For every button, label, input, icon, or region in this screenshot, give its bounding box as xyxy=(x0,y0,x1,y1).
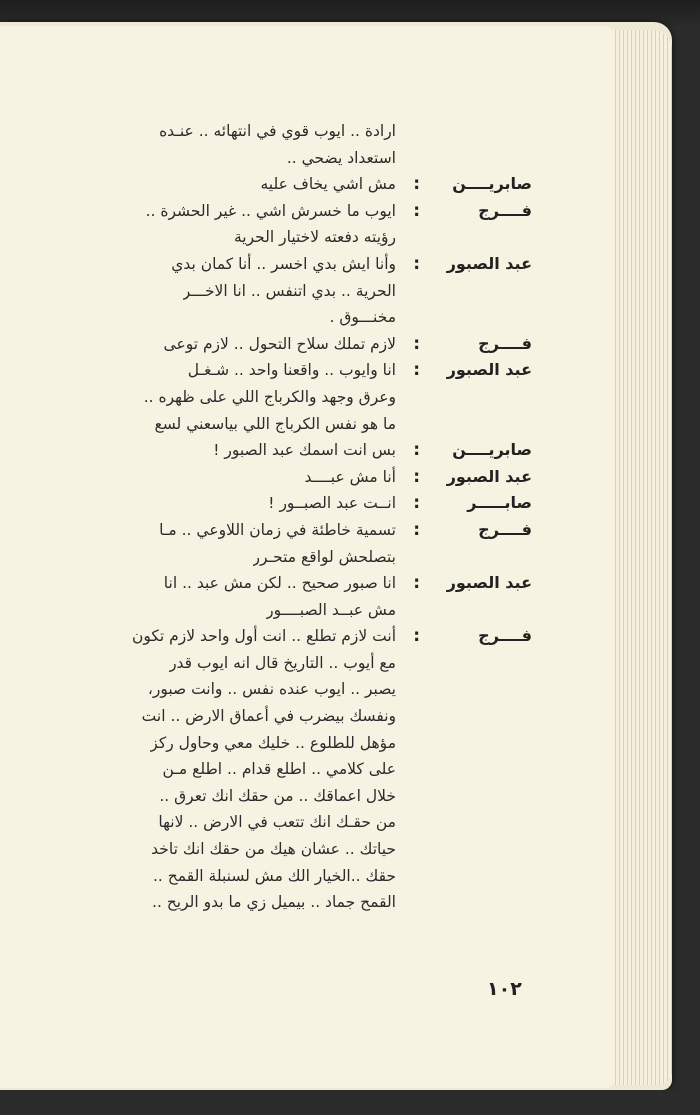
line-text: تسمية خاطئة في زمان اللاوعي .. مـا xyxy=(159,520,396,539)
line-text: يصبر .. ايوب عنده نفس .. وانت صبور، xyxy=(147,680,396,699)
speaker-name: عبد الصبور xyxy=(446,253,532,273)
line-text: حقك ..الخيار الك مش لسنبلة القمح .. xyxy=(152,866,396,885)
dialogue-line xyxy=(60,411,532,438)
line-text: حياتك .. عشان هيك من حقك انك تاخد xyxy=(151,840,396,859)
line-text: الحرية .. بدي اتنفس .. انا الاخـــر xyxy=(182,281,396,300)
dialogue-line xyxy=(60,198,532,225)
speaker-name: صابريــــن xyxy=(452,174,532,194)
dialogue-line xyxy=(60,171,532,198)
dialogue-line xyxy=(60,278,532,305)
line-text: بس انت اسمك عبد الصبور ! xyxy=(213,441,396,460)
dialogue-line xyxy=(60,703,532,730)
dialogue-line xyxy=(60,623,532,650)
dialogue-line xyxy=(60,676,532,703)
speaker-colon: : xyxy=(413,333,420,354)
speaker-colon: : xyxy=(413,573,420,594)
line-text: ونفسك بيضرب في أعماق الارض .. انت xyxy=(141,707,396,726)
speaker-colon: : xyxy=(413,493,420,514)
speaker-colon: : xyxy=(413,174,420,195)
line-text: القمح جماد .. بيميل زي ما بدو الريح .. xyxy=(152,893,396,912)
speaker-colon: : xyxy=(413,626,420,647)
speaker-colon: : xyxy=(413,200,420,221)
speaker-name: صابـــــر xyxy=(467,493,532,513)
speaker-colon: : xyxy=(413,519,420,540)
dialogue-line xyxy=(60,544,532,571)
dialogue-line xyxy=(60,464,532,491)
line-text: أنا مش عبــــد xyxy=(304,467,396,486)
line-text: استعداد يضحي .. xyxy=(286,148,396,167)
dialogue-line xyxy=(60,783,532,810)
dialogue-line xyxy=(60,597,532,624)
speaker-colon: : xyxy=(413,466,420,487)
dialogue-line xyxy=(60,118,532,145)
speaker-colon: : xyxy=(413,360,420,381)
dialogue-line xyxy=(60,730,532,757)
line-text: ارادة .. ايوب قوي في انتهائه .. عنـده xyxy=(159,122,396,140)
dialogue-line xyxy=(60,863,532,890)
speaker-name: صابريــــن xyxy=(452,440,532,460)
line-text: مش عبــد الصبــــور xyxy=(266,600,396,619)
line-text: خلال اعماقك .. من حقك انك تعرق .. xyxy=(159,786,396,805)
dialogue-line xyxy=(60,517,532,544)
dialogue-line xyxy=(60,570,532,597)
line-text: وعرق وجهد والكرباج اللي على ظهره .. xyxy=(143,387,396,406)
line-text: مش اشي يخاف عليه xyxy=(260,175,396,194)
dialogue-line xyxy=(60,889,532,916)
line-text: وأنا ايش بدي اخسر .. أنا كمان بدي xyxy=(171,254,396,273)
dialogue-line xyxy=(60,756,532,783)
speaker-name: فــــرج xyxy=(478,333,532,353)
dialogue-line xyxy=(60,357,532,384)
dialogue-lines xyxy=(60,118,532,916)
dialogue-line xyxy=(60,304,532,331)
line-text: انا وايوب .. واقعنا واحد .. شـغـل xyxy=(187,361,396,380)
line-text: انا صبور صحيح .. لكن مش عبد .. انا xyxy=(163,574,396,593)
speaker-colon: : xyxy=(413,253,420,274)
speaker-name: فــــرج xyxy=(478,519,532,539)
line-text: ما هو نفس الكرباج اللي بياسعني لسع xyxy=(154,414,396,433)
speaker-colon: : xyxy=(413,440,420,461)
line-text: رؤيته دفعته لاختيار الحرية xyxy=(233,228,396,247)
line-text: مع أيوب .. التاريخ قال انه ايوب قدر xyxy=(169,653,396,672)
line-text: أنت لازم تطلع .. انت أول واحد لازم تكون xyxy=(131,627,396,646)
scan-background-bottom xyxy=(0,1090,700,1115)
line-text: مؤهل للطلوع .. خليك معي وحاول ركز xyxy=(150,733,396,752)
speaker-name: فــــرج xyxy=(478,200,532,220)
page-number: ١٠٢ xyxy=(487,978,522,1000)
dialogue-line xyxy=(60,331,532,358)
speaker-name: فــــرج xyxy=(478,626,532,646)
speaker-name: عبد الصبور xyxy=(446,573,532,593)
dialogue-line xyxy=(60,251,532,278)
dialogue-line xyxy=(60,836,532,863)
line-text: من حقـك انك تتعب في الارض .. لانها xyxy=(158,813,396,832)
dialogue-line xyxy=(60,437,532,464)
line-text: انــت عبد الصبــور ! xyxy=(268,494,396,513)
line-text: ايوب ما خسرش اشي .. غير الحشرة .. xyxy=(145,201,396,220)
speaker-name: عبد الصبور xyxy=(446,466,532,486)
dialogue-line xyxy=(60,384,532,411)
dialogue-line xyxy=(60,650,532,677)
line-text: لازم تملك سلاح التحول .. لازم توعى xyxy=(163,334,396,353)
dialogue-line xyxy=(60,490,532,517)
line-text: بتصلحش لواقع متحـرر xyxy=(252,547,396,566)
line-text: على كلامي .. اطلع قدام .. اطلع مـن xyxy=(162,760,396,779)
page-edges xyxy=(612,30,672,1085)
dialogue-line xyxy=(60,224,532,251)
speaker-name: عبد الصبور xyxy=(446,360,532,380)
dialogue-line xyxy=(60,145,532,172)
line-text: مخنـــوق . xyxy=(329,308,396,327)
dialogue-line xyxy=(60,809,532,836)
